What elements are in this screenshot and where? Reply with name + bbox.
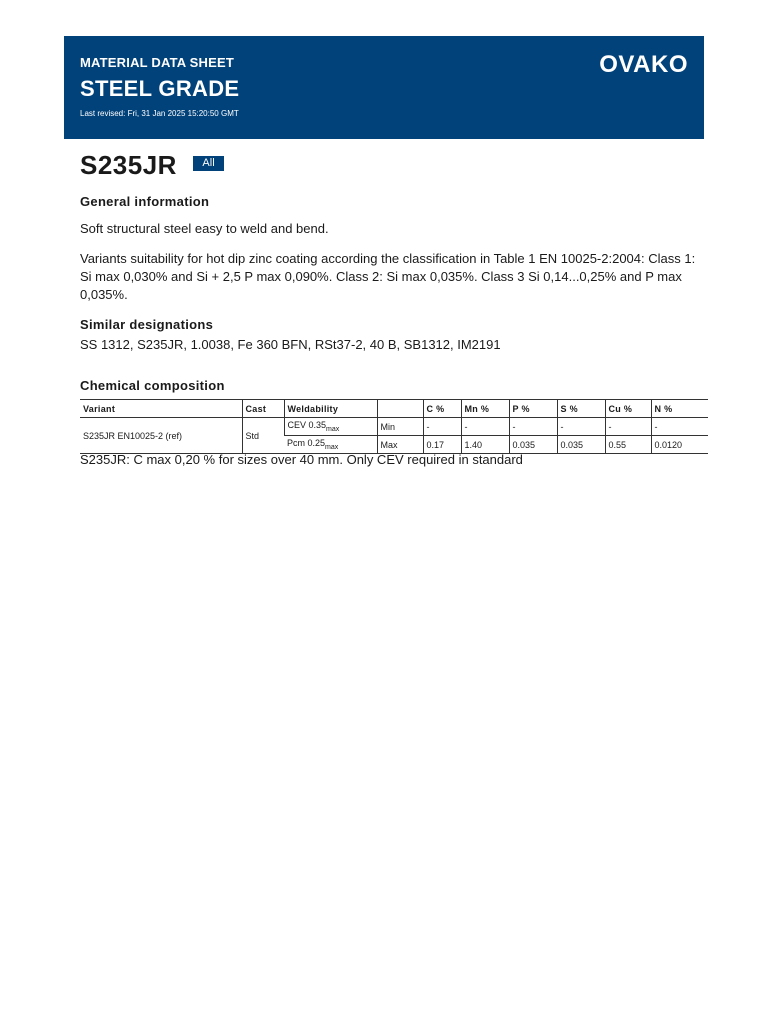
general-info-heading: General information <box>80 194 210 209</box>
limit-cell: Min <box>377 418 423 436</box>
col-cast: Cast <box>242 400 284 418</box>
value-cell: 0.035 <box>557 436 605 454</box>
similar-designations-heading: Similar designations <box>80 317 214 332</box>
chemical-note: S235JR: C max 0,20 % for sizes over 40 mm. Only CEV required in standard <box>80 452 523 467</box>
col-limit <box>377 400 423 418</box>
ovako-logo: OVAKO <box>599 51 688 78</box>
header-kicker: MATERIAL DATA SHEET <box>80 55 235 70</box>
col-cu: Cu % <box>605 400 651 418</box>
table-row <box>80 418 708 436</box>
chemical-composition-heading: Chemical composition <box>80 378 225 393</box>
variant-cell: S235JR EN10025-2 (ref) <box>80 418 242 454</box>
value-cell: - <box>651 418 708 436</box>
value-cell: 0.55 <box>605 436 651 454</box>
weldability-cell: Pcm $0.25_{max}$ <box>284 436 377 454</box>
value-cell: - <box>605 418 651 436</box>
value-cell: - <box>509 418 557 436</box>
value-cell: 0.0120 <box>651 436 708 454</box>
grade-name: S235JR <box>80 150 177 180</box>
last-revised: Last revised: Fri, 31 Jan 2025 15:20:50 GMT <box>80 109 239 118</box>
col-p: P % <box>509 400 557 418</box>
chemical-composition-table <box>80 399 708 454</box>
value-cell: 1.40 <box>461 436 509 454</box>
value-cell: - <box>461 418 509 436</box>
limit-cell: Max <box>377 436 423 454</box>
col-mn: Mn % <box>461 400 509 418</box>
col-variant: Variant <box>80 400 242 418</box>
similar-designations-text: SS 1312, S235JR, 1.0038, Fe 360 BFN, RSt37-2, 40 B, SB1312, IM2191 <box>80 337 501 352</box>
value-cell: 0.035 <box>509 436 557 454</box>
value-cell: - <box>557 418 605 436</box>
table-header-row <box>80 400 708 418</box>
grade-row <box>80 150 224 186</box>
cast-cell: Std <box>242 418 284 454</box>
value-cell: - <box>423 418 461 436</box>
general-info-p2: Variants suitability for hot dip zinc coating according the classification in Table 1 EN 10025-2:2004: Class 1: Si max 0,030% and Si + 2,5 P max 0,090%. Class 2: Si max 0,035%. Class 3 Si 0,14...0,25% and P max 0,035%. <box>80 251 696 302</box>
general-info-p1: Soft structural steel easy to weld and bend. <box>80 221 329 236</box>
col-s: S % <box>557 400 605 418</box>
weldability-cell: CEV $0.35_{max}$ <box>284 418 377 436</box>
header-banner <box>64 36 704 139</box>
header-title: STEEL GRADE <box>80 76 240 101</box>
col-n: N % <box>651 400 708 418</box>
col-weldability: Weldability <box>284 400 377 418</box>
col-c: C % <box>423 400 461 418</box>
value-cell: 0.17 <box>423 436 461 454</box>
grade-badge[interactable]: All <box>193 156 223 171</box>
